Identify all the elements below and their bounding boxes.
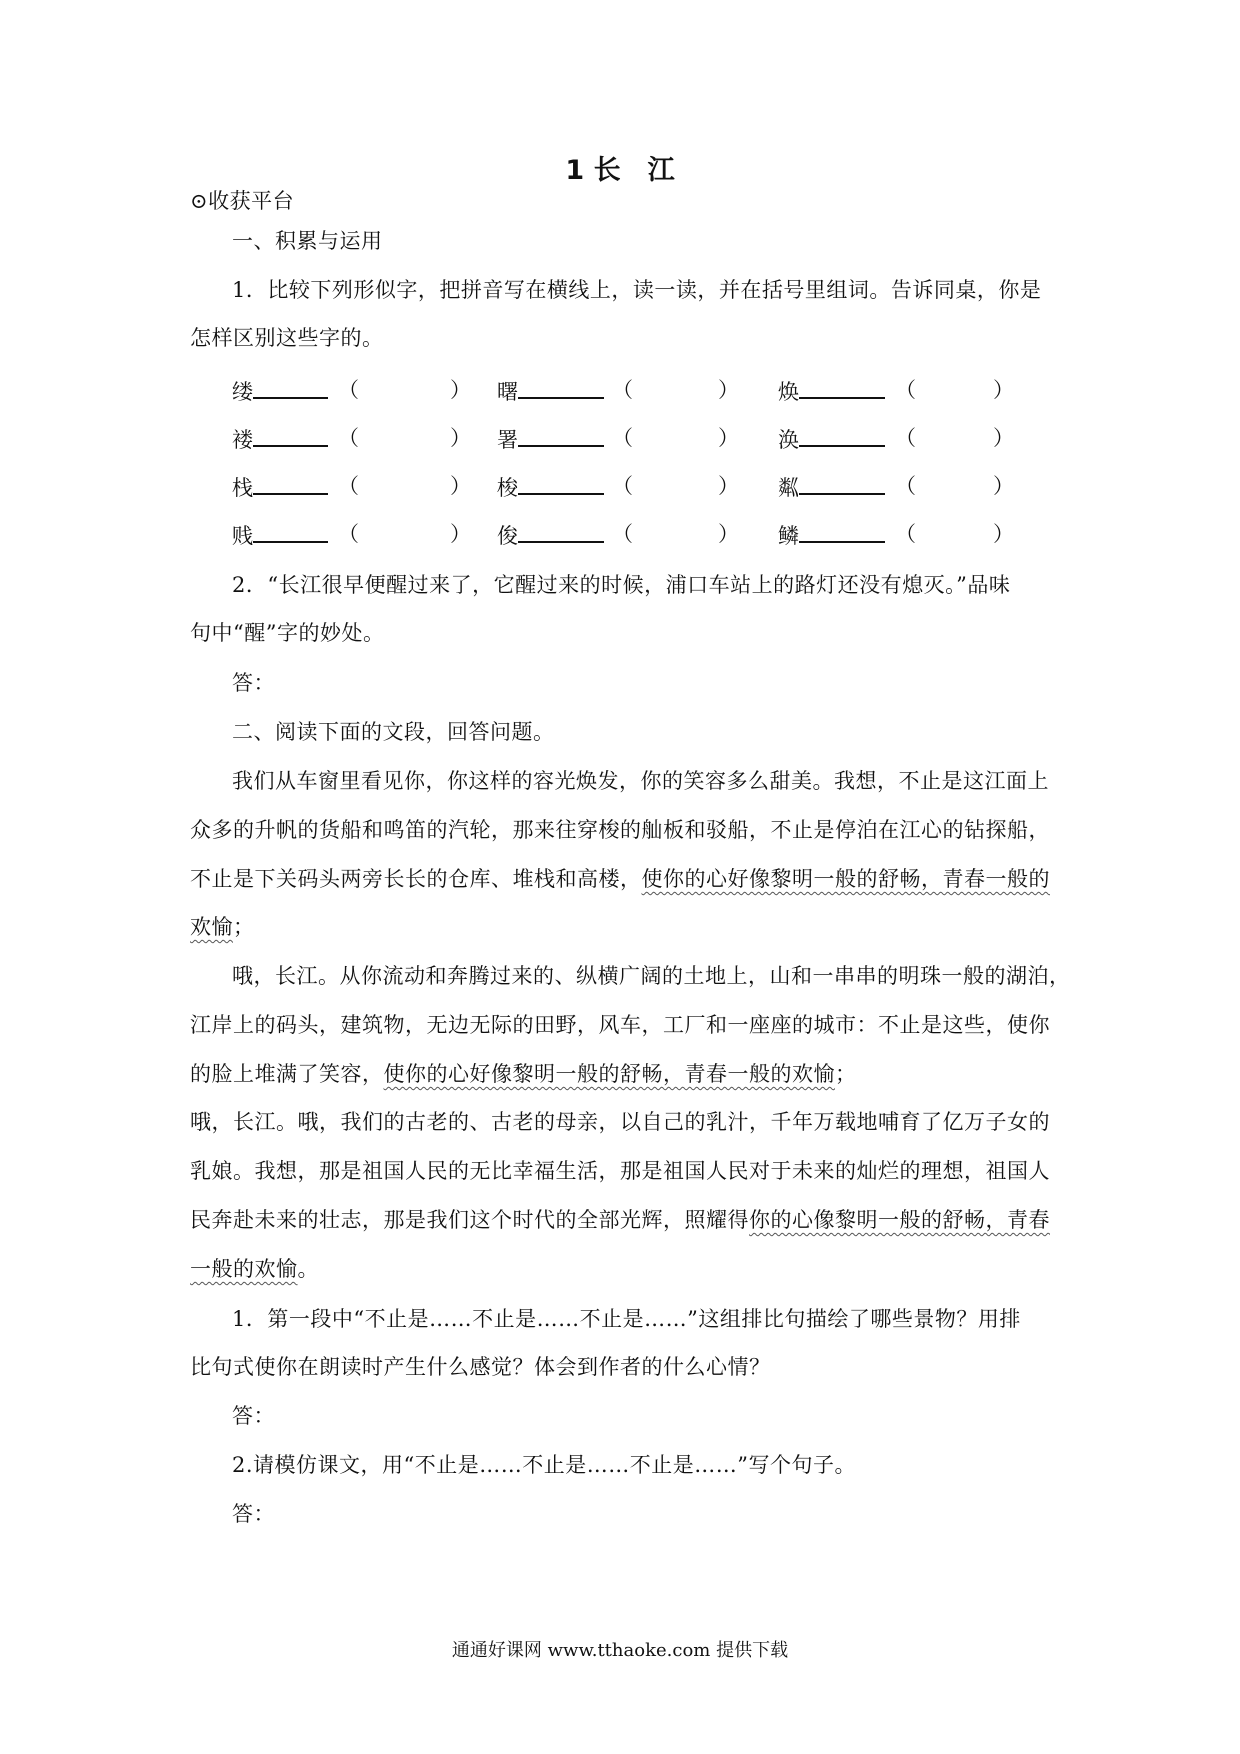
open-paren: （	[612, 378, 633, 402]
question-1-text: 1．比较下列形似字，把拼音写在横线上，读一读，并在括号里组词。告诉同桌，你是	[232, 278, 1042, 302]
close-paren: ）	[718, 378, 739, 402]
passage-line: 众多的升帆的货船和鸣笛的汽轮，那来往穿梭的舢板和驳船，不止是停泊在江心的钻探船，	[190, 818, 1050, 842]
question-2-text: 2．“长江很早便醒过来了，它醒过来的时候，浦口车站上的路灯还没有熄灭。”品味	[232, 573, 1011, 597]
close-paren: ）	[450, 474, 471, 498]
passage-text: 。	[297, 1257, 319, 1281]
part2-heading: 二、阅读下面的文段，回答问题。	[232, 720, 555, 744]
underlined-text: 欢愉	[190, 915, 233, 939]
char: 贱	[232, 524, 253, 548]
char-cell	[497, 519, 604, 551]
char: 署	[497, 428, 518, 452]
pinyin-blank[interactable]	[799, 519, 885, 543]
char: 梭	[497, 476, 518, 500]
char-cell	[497, 423, 604, 455]
open-paren: （	[612, 522, 633, 546]
char-cell	[778, 519, 885, 551]
passage-line	[190, 864, 1050, 894]
passage-text: 的脸上堆满了笑容，	[190, 1062, 384, 1086]
pinyin-blank[interactable]	[799, 423, 885, 447]
underlined-text: 使你的心好像黎明一般的舒畅，青春一般的欢愉	[383, 1062, 835, 1086]
open-paren: （	[338, 474, 359, 498]
reading-question-2: 2.请模仿课文，用“不止是……不止是……不止是……”写个句子。	[232, 1453, 857, 1477]
open-paren: （	[612, 426, 633, 450]
underlined-text: 使你的心好像黎明一般的舒畅，青春一般的	[641, 867, 1050, 891]
char-cell	[232, 471, 328, 503]
passage-text: 不止是下关码头两旁长长的仓库、堆栈和高楼，	[190, 867, 642, 891]
passage-line: 乳娘。我想，那是祖国人民的无比幸福生活，那是祖国人民对于未来的灿烂的理想，祖国人	[190, 1159, 1050, 1183]
char-cell	[778, 423, 885, 455]
reading-question-1-cont: 比句式使你在朗读时产生什么感觉？体会到作者的什么心情？	[190, 1355, 771, 1379]
page-footer: 通通好课网 www.tthaoke.com 提供下载	[451, 1640, 789, 1661]
section-header: ⊙收获平台	[190, 189, 295, 213]
open-paren: （	[895, 426, 916, 450]
pinyin-blank[interactable]	[253, 375, 328, 399]
passage-text: ；	[233, 915, 255, 939]
close-paren: ）	[993, 378, 1014, 402]
pinyin-blank[interactable]	[518, 471, 604, 495]
close-paren: ）	[718, 426, 739, 450]
pinyin-blank[interactable]	[799, 471, 885, 495]
open-paren: （	[895, 474, 916, 498]
pinyin-blank[interactable]	[518, 519, 604, 543]
char: 涣	[778, 428, 799, 452]
open-paren: （	[338, 522, 359, 546]
pinyin-blank[interactable]	[253, 471, 328, 495]
close-paren: ）	[718, 474, 739, 498]
passage-text: 民奔赴未来的壮志，那是我们这个时代的全部光辉，照耀得	[190, 1208, 749, 1232]
open-paren: （	[612, 474, 633, 498]
char: 粼	[778, 476, 799, 500]
char: 鳞	[778, 524, 799, 548]
part1-heading: 一、积累与运用	[232, 229, 383, 253]
pinyin-blank[interactable]	[253, 519, 328, 543]
passage-line	[190, 912, 255, 942]
char: 缕	[232, 380, 253, 404]
open-paren: （	[338, 378, 359, 402]
open-paren: （	[895, 378, 916, 402]
close-paren: ）	[450, 522, 471, 546]
char-cell	[497, 471, 604, 503]
open-paren: （	[338, 426, 359, 450]
passage-line	[190, 1205, 1050, 1235]
close-paren: ）	[993, 474, 1014, 498]
pinyin-blank[interactable]	[518, 423, 604, 447]
close-paren: ）	[993, 522, 1014, 546]
char: 栈	[232, 476, 253, 500]
char: 俊	[497, 524, 518, 548]
close-paren: ）	[718, 522, 739, 546]
char-cell	[778, 375, 885, 407]
passage-text: ；	[835, 1062, 857, 1086]
question-1-text-cont: 怎样区别这些字的。	[190, 326, 384, 350]
char-cell	[497, 375, 604, 407]
char-cell	[778, 471, 885, 503]
pinyin-blank[interactable]	[799, 375, 885, 399]
answer-label: 答：	[232, 1502, 275, 1526]
reading-question-1: 1．第一段中“不止是……不止是……不止是……”这组排比句描绘了哪些景物？用排	[232, 1307, 1021, 1331]
answer-label: 答：	[232, 671, 275, 695]
question-2-text-cont: 句中“醒”字的妙处。	[190, 621, 385, 645]
pinyin-blank[interactable]	[253, 423, 328, 447]
passage-line: 哦，长江。从你流动和奔腾过来的、纵横广阔的土地上，山和一串串的明珠一般的湖泊，	[232, 964, 1071, 988]
passage-line	[190, 1059, 857, 1089]
char-cell	[232, 423, 328, 455]
char: 焕	[778, 380, 799, 404]
open-paren: （	[895, 522, 916, 546]
close-paren: ）	[993, 426, 1014, 450]
pinyin-blank[interactable]	[518, 375, 604, 399]
answer-label: 答：	[232, 1404, 275, 1428]
underlined-text: 你的心像黎明一般的舒畅，青春	[749, 1208, 1050, 1232]
close-paren: ）	[450, 426, 471, 450]
char-cell	[232, 519, 328, 551]
char-cell	[232, 375, 328, 407]
passage-line: 哦，长江。哦，我们的古老的、古老的母亲，以自己的乳汁，千年万载地哺育了亿万子女的	[190, 1110, 1050, 1134]
passage-line: 江岸上的码头，建筑物，无边无际的田野，风车，工厂和一座座的城市：不止是这些，使你	[190, 1013, 1050, 1037]
char: 褛	[232, 428, 253, 452]
passage-line: 我们从车窗里看见你，你这样的容光焕发，你的笑容多么甜美。我想，不止是这江面上	[232, 769, 1049, 793]
close-paren: ）	[450, 378, 471, 402]
page-title: 1 长 江	[565, 155, 675, 186]
char: 曙	[497, 380, 518, 404]
underlined-text: 一般的欢愉	[190, 1257, 298, 1281]
passage-line	[190, 1254, 319, 1284]
